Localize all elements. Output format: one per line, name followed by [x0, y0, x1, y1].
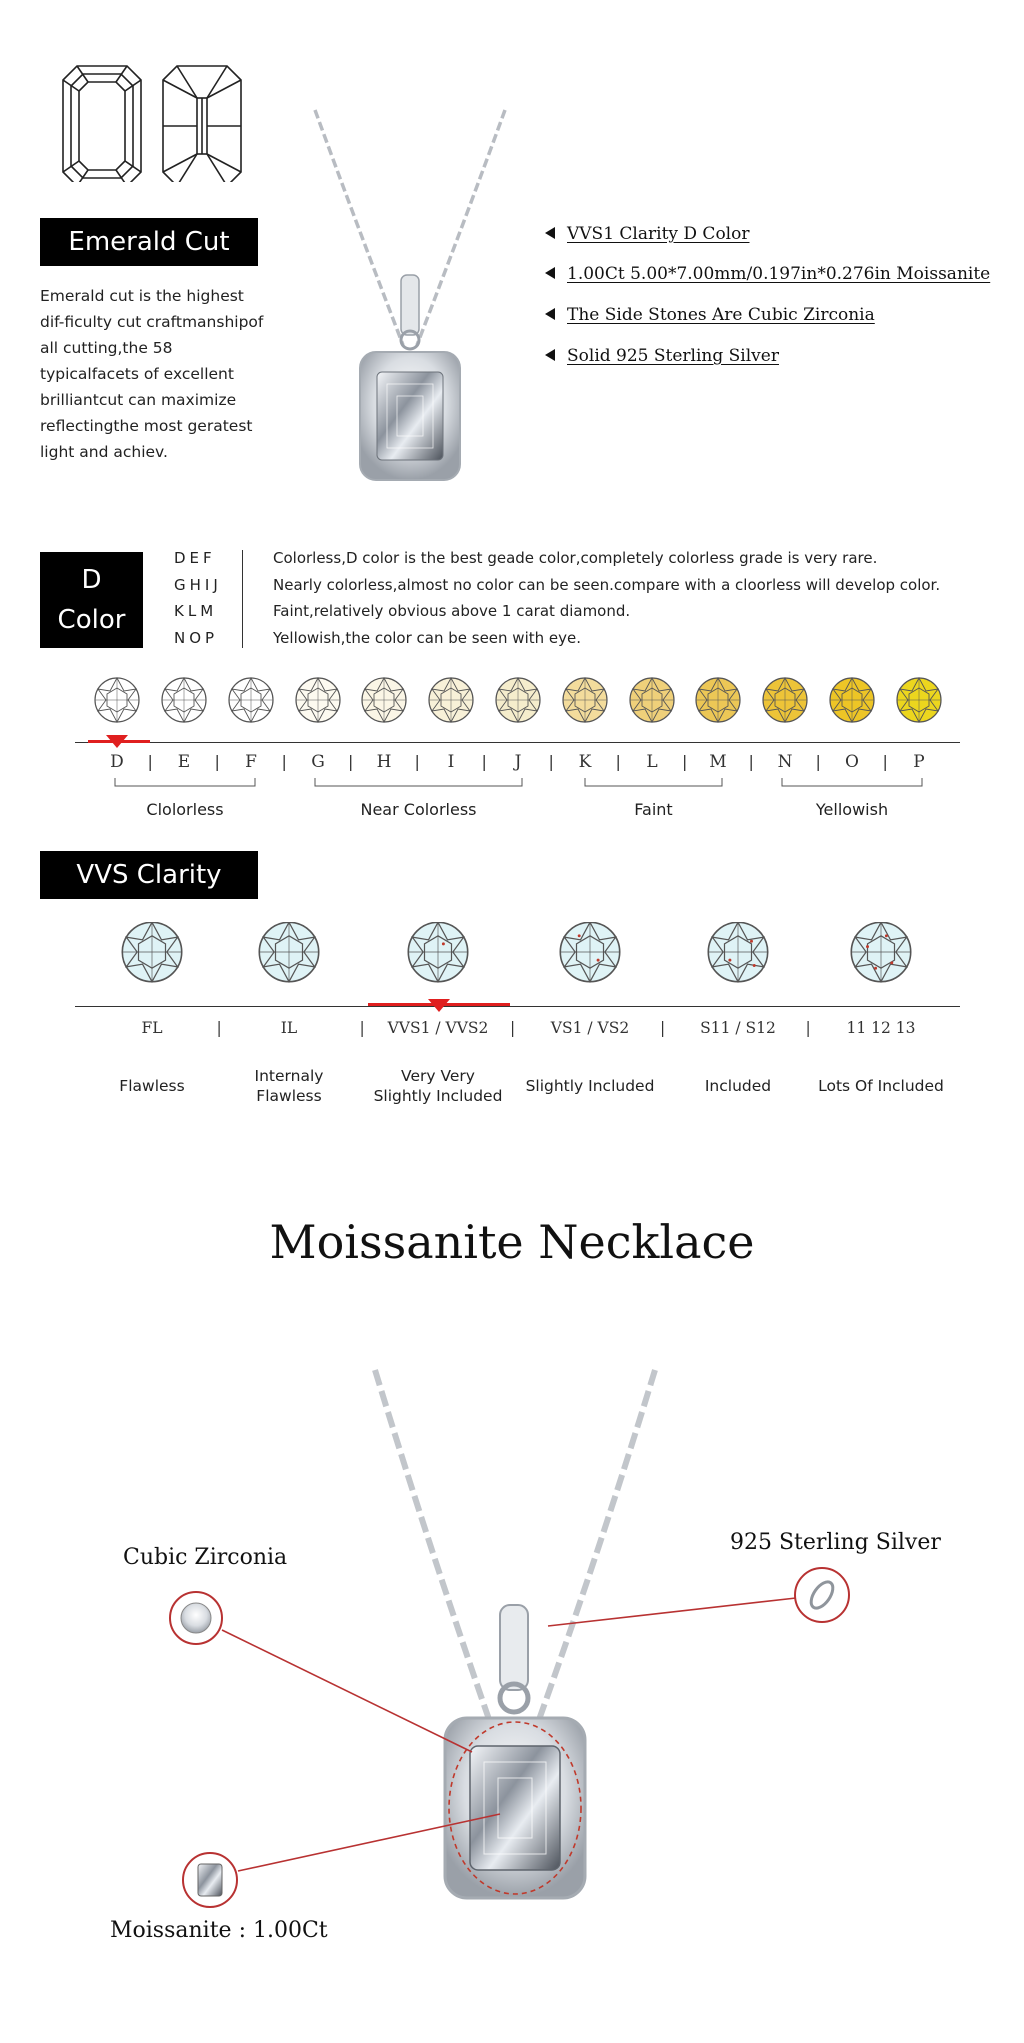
- necklace-image-top: [295, 100, 525, 500]
- inclusion-dot: [578, 934, 581, 937]
- clarity-code: FL: [141, 1019, 163, 1037]
- clarity-gem-3-icon: [560, 922, 619, 981]
- color-gem-f-icon: [229, 678, 273, 722]
- triangle-left-icon: [545, 267, 555, 279]
- group-label-yellowish: Yellowish: [815, 800, 889, 819]
- clarity-code: VVS1 / VVS2: [387, 1019, 489, 1037]
- color-gem-h-icon: [362, 678, 406, 722]
- grade-letters-nop: NOP: [174, 629, 219, 647]
- clarity-name: [801, 1076, 961, 1096]
- clarity-separator: |: [805, 1019, 811, 1037]
- scale-separator: |: [147, 752, 153, 771]
- inclusion-dot: [750, 940, 753, 943]
- clarity-gem-4-icon: [708, 922, 767, 981]
- scale-letter-f: F: [245, 752, 257, 772]
- clarity-separator: |: [660, 1019, 666, 1037]
- clarity-code: S11 / S12: [700, 1019, 776, 1037]
- inclusion-dot: [885, 934, 888, 937]
- selected-marker-icon: [106, 735, 128, 749]
- scale-letter-j: J: [514, 752, 522, 772]
- scale-separator: |: [748, 752, 754, 771]
- inclusion-dot: [753, 964, 756, 967]
- triangle-left-icon: [545, 308, 555, 320]
- scale-letter-k: K: [578, 752, 592, 772]
- clarity-name-line: Internaly: [254, 1067, 324, 1085]
- clarity-code: VS1 / VS2: [550, 1019, 630, 1037]
- moissanite-callout-circle: [183, 1853, 237, 1907]
- callout-sterling-silver: 925 Sterling Silver: [730, 1530, 941, 1555]
- emerald-cut-diagram-icon: [55, 62, 255, 182]
- clarity-name-line: Flawless: [119, 1077, 185, 1095]
- group-label-faint: Faint: [634, 800, 673, 819]
- vvs-clarity-title: VVS Clarity: [40, 851, 258, 899]
- feature-side-stones: The Side Stones Are Cubic Zirconia: [545, 305, 875, 325]
- color-gem-n-icon: [763, 678, 807, 722]
- color-gem-m-icon: [696, 678, 740, 722]
- scale-letter-i: I: [447, 752, 455, 772]
- triangle-left-icon: [545, 227, 555, 239]
- scale-separator: |: [481, 752, 487, 771]
- color-gem-d-icon: [95, 678, 139, 722]
- callout-cubic-zirconia: Cubic Zirconia: [123, 1545, 288, 1570]
- clarity-name: [510, 1076, 670, 1096]
- grade-desc-yellowish: Yellowish,the color can be seen with eye.: [273, 629, 581, 647]
- grade-divider: [242, 550, 243, 648]
- inclusion-dot: [866, 945, 869, 948]
- group-label-near-colorless: Near Colorless: [360, 800, 477, 819]
- scale-letter-g: G: [311, 752, 325, 772]
- feature-size: 1.00Ct 5.00*7.00mm/0.197in*0.276in Moissanite: [545, 264, 990, 284]
- emerald-cut-title: Emerald Cut: [40, 218, 258, 266]
- grade-desc-near-colorless: Nearly colorless,almost no color can be seen.compare with a cloorless will develop color.: [273, 576, 941, 594]
- clarity-separator: |: [359, 1019, 365, 1037]
- scale-separator: |: [615, 752, 621, 771]
- scale-separator: |: [548, 752, 554, 771]
- product-title: Moissanite Necklace: [269, 1215, 755, 1269]
- d-color-badge: D Color: [40, 552, 143, 648]
- clarity-scale-line: [75, 1006, 960, 1007]
- scale-separator: |: [682, 752, 688, 771]
- group-label-colorless: Clolorless: [146, 800, 224, 819]
- grade-letters-klm: KLM: [174, 602, 218, 620]
- silver-callout-circle: [795, 1568, 849, 1622]
- color-gem-p-icon: [897, 678, 941, 722]
- inclusion-dot: [874, 967, 877, 970]
- color-gem-l-icon: [630, 678, 674, 722]
- inclusion-dot: [728, 959, 731, 962]
- clarity-name-line: Included: [704, 1077, 772, 1095]
- scale-letter-l: L: [646, 752, 658, 772]
- feature-clarity: VVS1 Clarity D Color: [545, 224, 749, 244]
- color-gem-j-icon: [496, 678, 540, 722]
- scale-separator: |: [882, 752, 888, 771]
- scale-letter-h: H: [376, 752, 392, 772]
- clarity-gem-1-icon: [259, 922, 318, 981]
- scale-separator: |: [348, 752, 354, 771]
- selected-marker-icon: [428, 999, 450, 1013]
- color-gem-k-icon: [563, 678, 607, 722]
- grade-letters-def: DEF: [174, 549, 216, 567]
- clarity-gem-5-icon: [851, 922, 910, 981]
- clarity-gem-0-icon: [122, 922, 181, 981]
- scale-separator: |: [281, 752, 287, 771]
- grade-letters-ghij: GHIJ: [174, 576, 222, 594]
- scale-separator: |: [214, 752, 220, 771]
- group-brackets: [0, 778, 1024, 792]
- color-gem-i-icon: [429, 678, 473, 722]
- inclusion-dot: [890, 961, 893, 964]
- clarity-name-line: Very Very: [401, 1067, 475, 1085]
- scale-letter-o: O: [845, 752, 859, 772]
- clarity-name: [72, 1076, 232, 1096]
- clarity-gem-2-icon: [408, 922, 467, 981]
- clarity-name-line: Slightly Included: [373, 1087, 503, 1105]
- scale-letter-d: D: [110, 752, 124, 772]
- color-gem-g-icon: [296, 678, 340, 722]
- inclusion-dot: [442, 942, 445, 945]
- clarity-gem-row: [0, 922, 1024, 988]
- color-gem-o-icon: [830, 678, 874, 722]
- clarity-separator: |: [216, 1019, 222, 1037]
- clarity-name-line: Lots Of Included: [818, 1077, 944, 1095]
- emerald-cut-description: Emerald cut is the highest dif-ficulty cut craftmanshipof all cutting,the 58 typicalfacets of excellent brilliantcut can maximize reflectingthe most geratest light and achiev.: [40, 287, 264, 461]
- necklace-image-main: [0, 1350, 1024, 1970]
- callout-moissanite: Moissanite : 1.00Ct: [110, 1918, 328, 1943]
- inclusion-dot: [597, 959, 600, 962]
- scale-letter-e: E: [177, 752, 191, 772]
- clarity-separator: |: [510, 1019, 516, 1037]
- feature-silver: Solid 925 Sterling Silver: [545, 346, 779, 366]
- grade-desc-colorless: Colorless,D color is the best geade color,completely colorless grade is very rare.: [273, 549, 878, 567]
- clarity-name-line: Slightly Included: [525, 1077, 655, 1095]
- clarity-code: IL: [280, 1019, 298, 1037]
- clarity-code: 11 12 13: [846, 1019, 916, 1037]
- color-scale-line: [75, 742, 960, 743]
- scale-separator: |: [815, 752, 821, 771]
- color-gem-row: [0, 672, 1024, 728]
- clarity-name: [209, 1066, 369, 1106]
- color-gem-e-icon: [162, 678, 206, 722]
- grade-desc-faint: Faint,relatively obvious above 1 carat diamond.: [273, 602, 631, 620]
- cz-callout-circle: [170, 1592, 222, 1644]
- clarity-name: [658, 1076, 818, 1096]
- scale-letter-m: M: [709, 752, 727, 772]
- triangle-left-icon: [545, 349, 555, 361]
- scale-letter-n: N: [777, 752, 793, 772]
- scale-separator: |: [414, 752, 420, 771]
- clarity-name: [358, 1066, 518, 1106]
- scale-letter-p: P: [913, 752, 925, 772]
- clarity-name-line: Flawless: [256, 1087, 322, 1105]
